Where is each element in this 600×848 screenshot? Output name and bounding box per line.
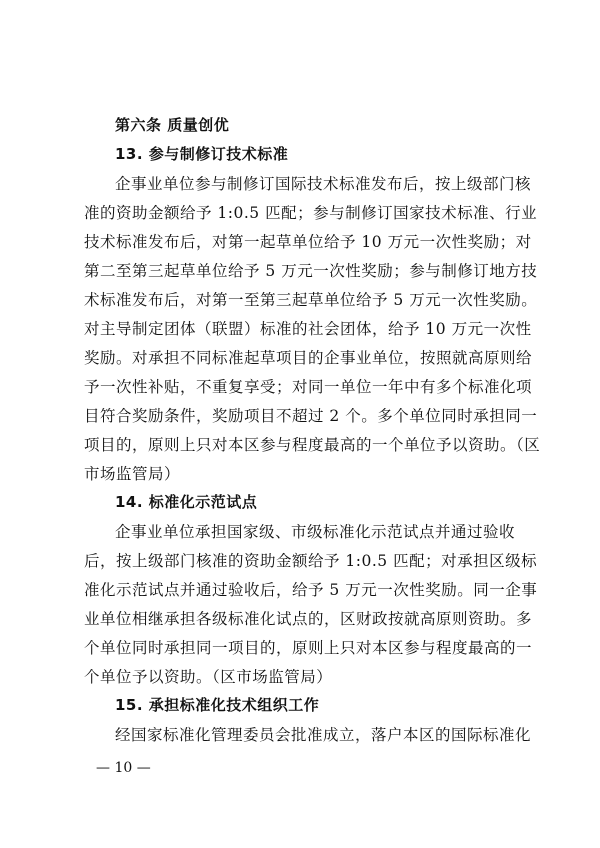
page-number: — 10 — [96, 760, 151, 776]
item-heading-14: 14. 标准化示范试点 [115, 493, 258, 511]
paragraph-line: 术标准发布后，对第一至第三起草单位给予 5 万元一次性奖励。 [84, 291, 538, 309]
paragraph-line: 对主导制定团体（联盟）标准的社会团体，给予 10 万元一次性 [84, 320, 532, 338]
paragraph-line: 个单位同时承担同一项目的，原则上只对本区参与程度最高的一 [84, 639, 533, 657]
paragraph-line: 个单位予以资助。（区市场监管局） [84, 668, 333, 686]
section-title: 第六条 质量创优 [115, 116, 230, 134]
paragraph-line: 准的资助金额给予 1:0.5 匹配；参与制修订国家技术标准、行业 [84, 204, 538, 222]
item-heading-15: 15. 承担标准化技术组织工作 [115, 696, 320, 714]
paragraph-line: 准化示范试点并通过验收后，给予 5 万元一次性奖励。同一企事 [84, 581, 538, 599]
paragraph-line: 市场监管局） [84, 465, 181, 483]
paragraph-line: 技术标准发布后，对第一起草单位给予 10 万元一次性奖励；对 [84, 233, 532, 251]
paragraph-line: 企事业单位参与制修订国际技术标准发布后，按上级部门核 [115, 175, 532, 193]
paragraph-line: 目符合奖励条件，奖励项目不超过 2 个。多个单位同时承担同一 [84, 407, 538, 425]
item-heading-13: 13. 参与制修订技术标准 [115, 145, 289, 163]
paragraph-line: 第二至第三起草单位给予 5 万元一次性奖励；参与制修订地方技 [84, 262, 538, 280]
paragraph-line: 予一次性补贴，不重复享受；对同一单位一年中有多个标准化项 [84, 378, 533, 396]
paragraph-line: 奖励。对承担不同标准起草项目的企事业单位，按照就高原则给 [84, 349, 533, 367]
paragraph-line: 后，按上级部门核准的资助金额给予 1:0.5 匹配；对承担区级标 [84, 552, 538, 570]
paragraph-line: 企事业单位承担国家级、市级标准化示范试点并通过验收 [115, 523, 516, 541]
paragraph-line: 业单位相继承担各级标准化试点的，区财政按就高原则资助。多 [84, 610, 533, 628]
paragraph-line: 经国家标准化管理委员会批准成立，落户本区的国际标准化 [115, 726, 532, 744]
paragraph-line: 项目的，原则上只对本区参与程度最高的一个单位予以资助。（区 [84, 436, 541, 454]
